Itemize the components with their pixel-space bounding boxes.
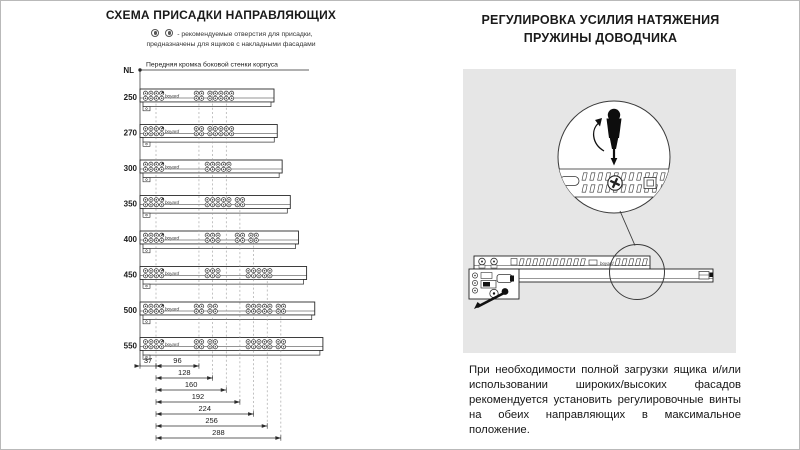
right-title-line2: ПРУЖИНЫ ДОВОДЧИКА bbox=[523, 31, 678, 46]
svg-text:boyard: boyard bbox=[165, 93, 180, 99]
slide-row-500 bbox=[124, 302, 315, 324]
svg-text:boyard: boyard bbox=[165, 235, 180, 241]
right-title-line1: РЕГУЛИРОВКА УСИЛИЯ НАТЯЖЕНИЯ bbox=[481, 13, 720, 27]
svg-text:boyard: boyard bbox=[600, 261, 614, 266]
right-section-title bbox=[453, 11, 748, 47]
legend-text-line1: - рекомендуемые отверстия для присадки, bbox=[177, 31, 313, 38]
left-diagram-svg bbox=[116, 56, 346, 450]
svg-text:270: 270 bbox=[123, 128, 137, 138]
svg-text:450: 450 bbox=[123, 270, 137, 280]
drill-hole-icon bbox=[165, 29, 173, 37]
svg-text:boyard: boyard bbox=[165, 342, 180, 348]
dimension-288 bbox=[156, 428, 281, 441]
svg-text:NL: NL bbox=[123, 66, 134, 75]
slide-row-450 bbox=[124, 267, 307, 289]
svg-text:300: 300 bbox=[123, 164, 137, 173]
slide-row-400 bbox=[124, 231, 299, 253]
svg-text:96: 96 bbox=[173, 355, 182, 365]
svg-text:Передняя кромка боковой стенки: Передняя кромка боковой стенки корпуса bbox=[146, 61, 278, 69]
svg-text:boyard: boyard bbox=[165, 164, 180, 170]
left-section-title: СХЕМА ПРИСАДКИ НАПРАВЛЯЮЩИХ bbox=[105, 8, 337, 22]
right-diagram-svg bbox=[463, 69, 736, 353]
svg-text:boyard: boyard bbox=[165, 271, 180, 277]
svg-text:256: 256 bbox=[205, 415, 218, 425]
svg-text:boyard: boyard bbox=[165, 200, 180, 206]
dimension-37 bbox=[135, 356, 162, 369]
adjustment-note-text: При необходимости полной загрузки ящика и/или использовании широких/высоких фасадов рекомендуется установить регулировочные винты на обеих направляющих в максимальное положение. bbox=[469, 364, 741, 437]
magnified-slide-detail bbox=[553, 169, 678, 197]
svg-text:37: 37 bbox=[143, 355, 153, 365]
svg-text:500: 500 bbox=[123, 306, 137, 315]
slide-row-300 bbox=[124, 160, 283, 182]
closer-mechanism bbox=[469, 269, 519, 309]
slide-row-550 bbox=[124, 338, 323, 360]
svg-text:192: 192 bbox=[191, 391, 205, 401]
hole-legend bbox=[101, 29, 361, 50]
drill-hole-icon bbox=[151, 29, 159, 37]
svg-text:350: 350 bbox=[123, 199, 137, 209]
slide-row-350 bbox=[124, 196, 291, 218]
svg-text:128: 128 bbox=[178, 367, 191, 377]
svg-text:boyard: boyard bbox=[165, 306, 180, 312]
svg-text:160: 160 bbox=[184, 379, 198, 389]
slide-row-270 bbox=[124, 125, 278, 147]
svg-text:224: 224 bbox=[198, 403, 212, 413]
detail-callout-line bbox=[620, 211, 635, 246]
svg-text:boyard: boyard bbox=[165, 129, 180, 135]
svg-text:400: 400 bbox=[123, 235, 137, 244]
adjustment-illustration-panel bbox=[463, 69, 736, 353]
legend-text-line2: предназначены для ящиков с накладными фасадами bbox=[146, 41, 316, 49]
svg-text:250: 250 bbox=[123, 93, 137, 102]
svg-text:288: 288 bbox=[212, 427, 225, 437]
svg-text:550: 550 bbox=[123, 341, 137, 351]
